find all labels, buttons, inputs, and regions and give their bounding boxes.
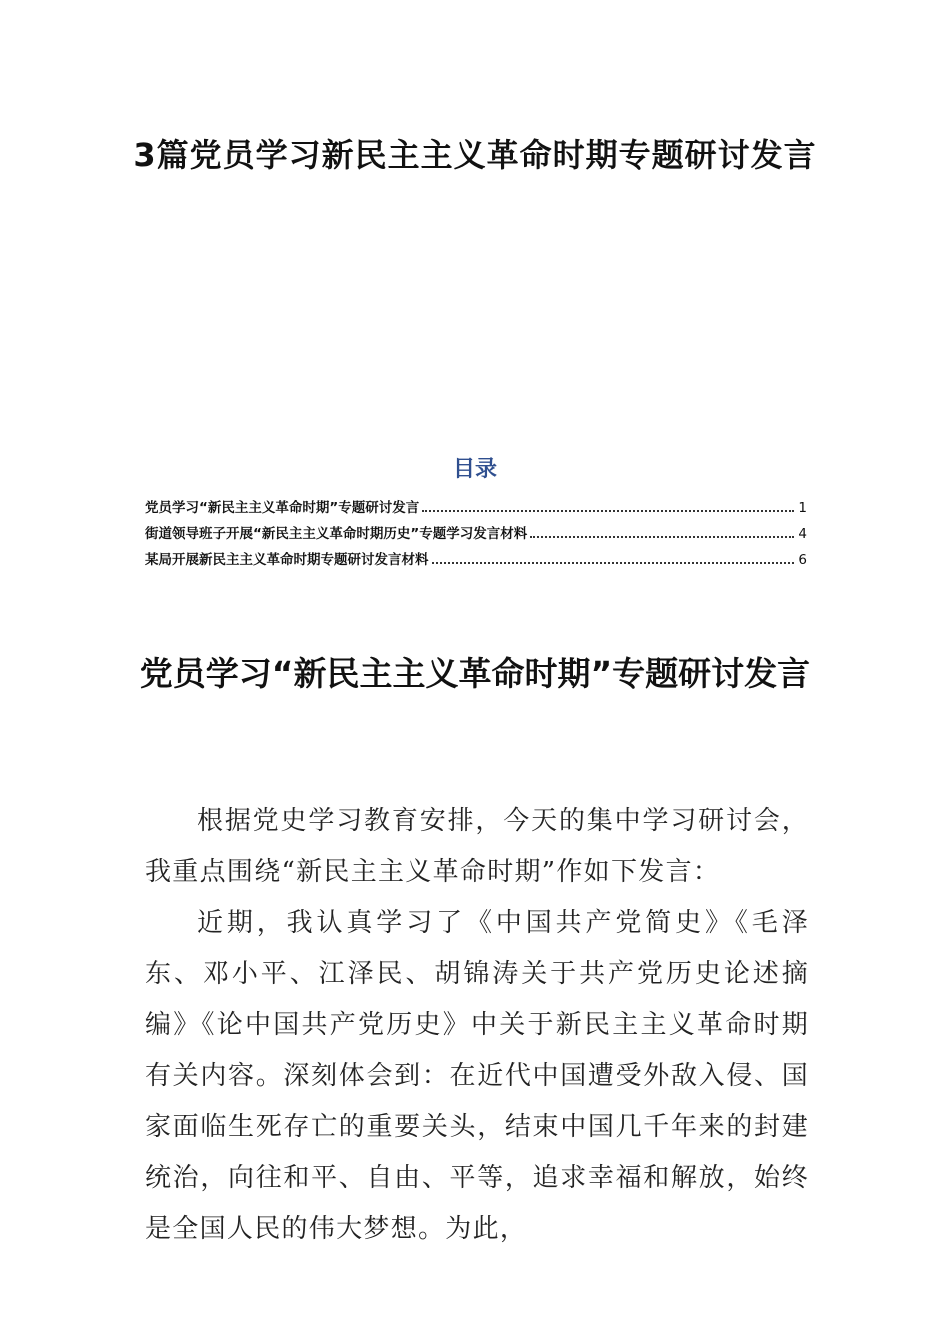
section-title: 党员学习“新民主主义革命时期”专题研讨发言 — [139, 654, 811, 693]
toc-heading: 目录 — [452, 457, 497, 482]
toc-leader-dots — [432, 562, 795, 564]
toc-entry-page: 1 — [798, 500, 807, 516]
document-title: 3篇党员学习新民主主义革命时期专题研讨发言 — [133, 136, 817, 174]
section-body — [145, 796, 809, 1255]
toc-entry-title: 某局开展新民主主义革命时期专题研讨发言材料 — [145, 552, 429, 568]
toc-entry[interactable] — [145, 496, 807, 522]
table-of-contents — [145, 496, 807, 574]
toc-entry-title: 党员学习“新民主主义革命时期”专题研讨发言 — [145, 500, 420, 516]
toc-entry-page: 4 — [798, 526, 807, 542]
toc-entry[interactable] — [145, 548, 807, 574]
toc-entry[interactable] — [145, 522, 807, 548]
body-paragraph: 根据党史学习教育安排，今天的集中学习研讨会，我重点围绕“新民主主义革命时期”作如下发言： — [145, 806, 809, 887]
body-paragraph: 近期，我认真学习了《中国共产党简史》《毛泽东、邓小平、江泽民、胡锦涛关于共产党历史论述摘编》《论中国共产党历史》中关于新民主主义革命时期有关内容。深刻体会到：在近代中国遭受外敌入侵、国家面临生死存亡的重要关头，结束中国几千年来的封建统治，向往和平、自由、平等，追求幸福和解放，始终是全国人民的伟大梦想。为此， — [145, 908, 809, 1244]
toc-leader-dots — [530, 536, 794, 538]
toc-entry-title: 街道领导班子开展“新民主主义革命时期历史”专题学习发言材料 — [145, 526, 528, 542]
toc-entry-page: 6 — [798, 552, 807, 568]
toc-leader-dots — [422, 510, 794, 512]
